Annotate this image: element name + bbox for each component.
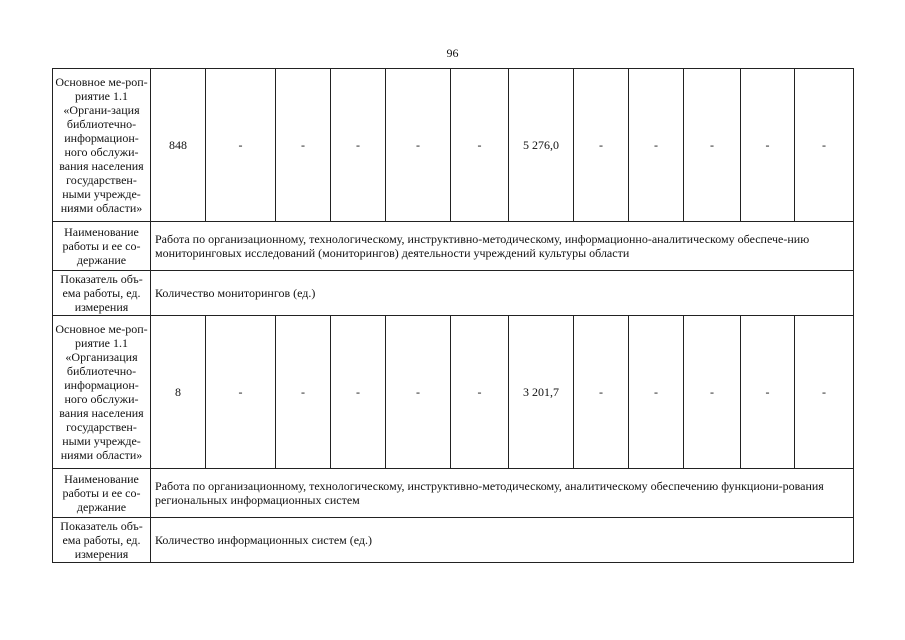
value-cell: 5 276,0 [509,69,574,222]
value-cell: - [451,69,509,222]
work-name-label: Наименование работы и ее со-держание [53,222,151,271]
value-cell: - [386,69,451,222]
value-cell: - [574,69,629,222]
value-cell: - [206,316,276,469]
indicator-label: Показатель объ-ема работы, ед. измерения [53,271,151,316]
activity-label: Основное ме-роп-риятие 1.1 «Органи-зация библиотечно-информацион-ного обслужи-вания населения государствен-ными учрежде-ниями области» [53,69,151,222]
value-cell: - [741,316,795,469]
value-cell: - [276,69,331,222]
value-cell: - [741,69,795,222]
value-cell: - [684,69,741,222]
value-cell: 8 [151,316,206,469]
value-cell: - [451,316,509,469]
activity-label: Основное ме-роп-риятие 1.1 «Организация библиотечно-информацион-ного обслужи-вания населения государствен-ными учрежде-ниями области» [53,316,151,469]
program-table [52,68,854,563]
value-cell: - [276,316,331,469]
value-cell: - [629,316,684,469]
value-cell: - [386,316,451,469]
value-cell: - [795,316,854,469]
table-row [53,69,854,222]
work-name-text: Работа по организационному, технологическому, инструктивно-методическому, информационно-аналитическому обеспече-нию мониторинговых исследований (мониторингов) деятельности учреждений культуры области [151,222,854,271]
indicator-text: Количество мониторингов (ед.) [151,271,854,316]
table-row [53,316,854,469]
indicator-label: Показатель объ-ема работы, ед. измерения [53,518,151,563]
value-cell: - [206,69,276,222]
indicator-text: Количество информационных систем (ед.) [151,518,854,563]
page-number: 96 [446,46,459,60]
table-row [53,469,854,518]
value-cell: - [574,316,629,469]
value-cell: 3 201,7 [509,316,574,469]
value-cell: - [629,69,684,222]
table-row [53,271,854,316]
value-cell: 848 [151,69,206,222]
work-name-label: Наименование работы и ее со-держание [53,469,151,518]
value-cell: - [331,316,386,469]
value-cell: - [684,316,741,469]
table-row [53,222,854,271]
work-name-text: Работа по организационному, технологическому, инструктивно-методическому, аналитическому обеспечению функциони-рования региональных информационных систем [151,469,854,518]
value-cell: - [795,69,854,222]
value-cell: - [331,69,386,222]
table-row [53,518,854,563]
